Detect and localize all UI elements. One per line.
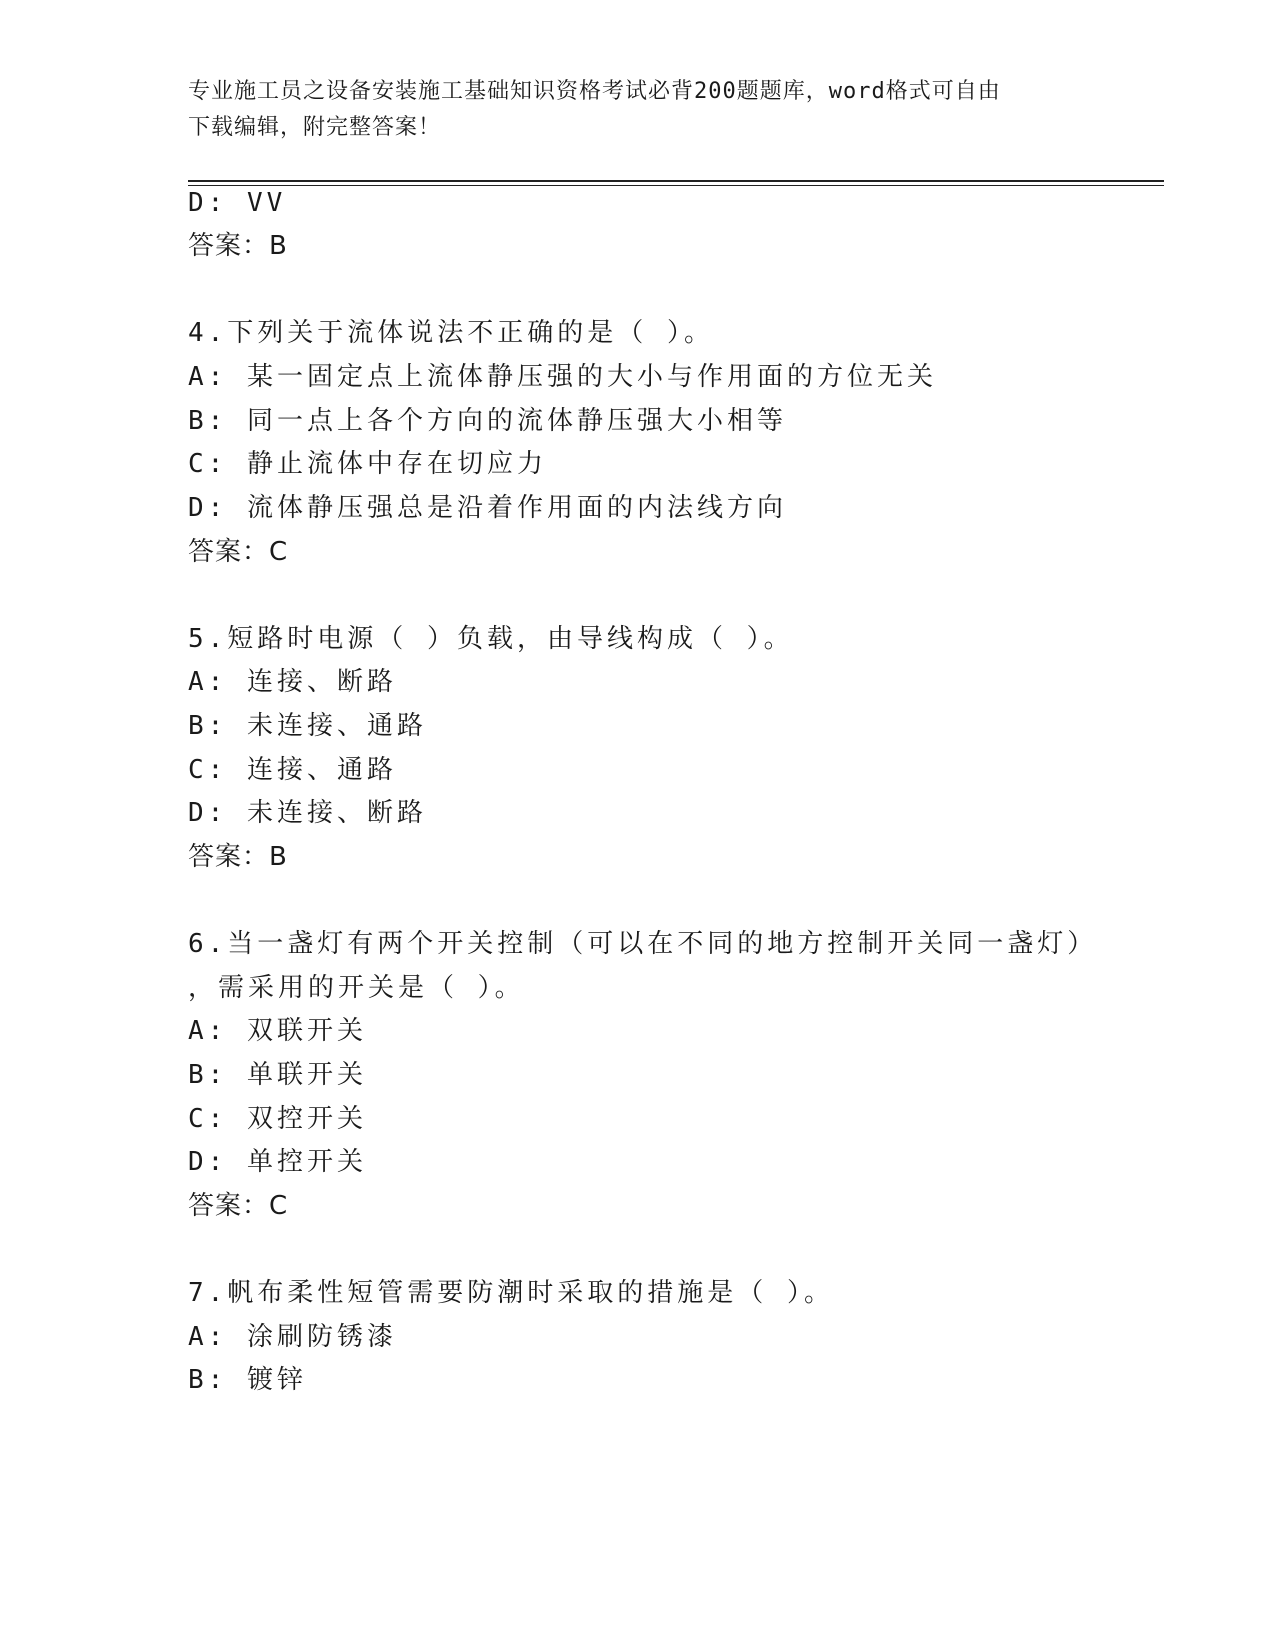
q6-answer: 答案：C [188, 1191, 289, 1221]
header-line-2: 下载编辑，附完整答案！ [188, 115, 442, 140]
page-header [188, 74, 1068, 146]
q3-answer: 答案：B [188, 231, 288, 261]
q4-option-b: B: 同一点上各个方向的流体静压强大小相等 [188, 406, 787, 436]
q6-option-c: C: 双控开关 [188, 1104, 367, 1134]
q6-option-a: A: 双联开关 [188, 1016, 367, 1046]
q5-option-d: D: 未连接、断路 [188, 798, 427, 828]
q5-option-b: B: 未连接、通路 [188, 711, 427, 741]
q4-answer: 答案：C [188, 537, 289, 567]
q4-option-a: A: 某一固定点上流体静压强的大小与作用面的方位无关 [188, 362, 937, 392]
q6-option-b: B: 单联开关 [188, 1060, 367, 1090]
q7-option-a: A: 涂刷防锈漆 [188, 1322, 397, 1352]
q5-option-a: A: 连接、断路 [188, 667, 397, 697]
q4-option-d: D: 流体静压强总是沿着作用面的内法线方向 [188, 493, 787, 523]
q6-stem: 6.当一盏灯有两个开关控制（可以在不同的地方控制开关同一盏灯） [188, 929, 1098, 959]
q7-option-b: B: 镀锌 [188, 1365, 307, 1395]
q4-option-c: C: 静止流体中存在切应力 [188, 449, 547, 479]
header-divider-thick [188, 180, 1164, 182]
q6-stem-continued: ，需采用的开关是（ ）。 [188, 973, 525, 1003]
header-divider-thin [188, 185, 1164, 186]
q5-option-c: C: 连接、通路 [188, 755, 397, 785]
q6-option-d: D: 单控开关 [188, 1147, 367, 1177]
header-line-1: 专业施工员之设备安装施工基础知识资格考试必背200题题库，word格式可自由 [188, 79, 1001, 104]
q3-option-d: D: VV [188, 188, 287, 218]
q5-stem: 5.短路时电源（ ）负载，由导线构成（ ）。 [188, 624, 794, 654]
q4-stem: 4.下列关于流体说法不正确的是（ ）。 [188, 318, 714, 348]
q7-stem: 7.帆布柔性短管需要防潮时采取的措施是（ ）。 [188, 1278, 834, 1308]
q5-answer: 答案：B [188, 842, 288, 872]
